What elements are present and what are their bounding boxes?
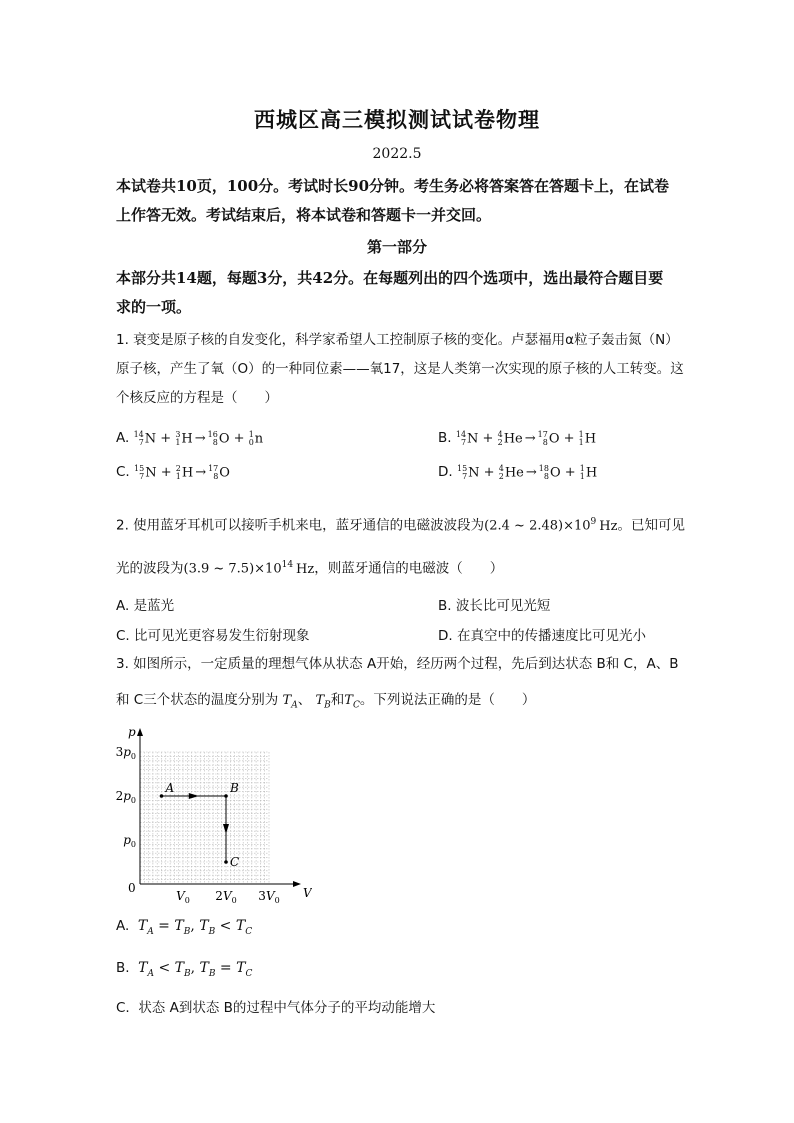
q1-option-a[interactable]: A. 14 7 N + 3 1 H → 16 8 O + 1 0 n [116,429,264,447]
q1-option-c[interactable]: C. 15 7 N + 2 1 H → 17 8 O [116,463,230,481]
question-text: 。下列说法正确的是（ ） [359,692,536,708]
atomic-number: 1 [175,437,181,447]
intro-line: 求的一项。 [116,298,192,316]
x-axis-label: V [303,886,312,900]
question-text: 。已知可见 [617,517,685,534]
mass-number: 16 [207,429,218,439]
symbol: T [282,693,292,708]
mass-number: 17 [537,429,548,439]
atomic-number: 7 [138,437,144,447]
mass-number: 4 [498,463,504,473]
q2-option-d[interactable]: D. 在真空中的传播速度比可见光小 [438,628,646,644]
state-label-b: B [230,781,239,795]
temperature-b [315,693,331,711]
frequency-range: (3.9 ~ 7.5)×10 [183,561,282,577]
origin-label: 0 [128,881,136,895]
element-symbol: N [145,465,157,480]
question-3-line-2: 和 C三个状态的温度分别为 $T_A$、 $T_B$和$T_C$。下列说法正确的是（ ） [116,692,536,711]
option-label: A. [116,918,130,934]
atomic-number: 7 [462,471,468,481]
element-symbol: H [585,465,598,480]
element-symbol: He [504,465,524,480]
q1-option-d[interactable]: D. 15 7 N + 4 2 He → 18 8 O + 1 1 H [438,463,598,481]
option-label: C. [116,464,130,480]
temperature-c [344,693,360,711]
nuclide [580,465,597,481]
process-arrow [223,824,229,834]
x-tick-label: $V_0$ [176,889,190,904]
subscript: A [291,700,298,711]
q1-option-b[interactable]: B. 14 7 N + 4 2 He → 17 8 O + 1 1 H [438,429,597,447]
element-symbol: n [254,431,264,446]
atomic-number: 8 [212,437,218,447]
option-math: $T_A = T_B$, $T_B < T_C$ [137,918,253,937]
element-symbol: O [218,431,230,446]
atomic-number: 1 [578,437,584,447]
mass-number: 1 [578,429,584,439]
question-line: 个核反应的方程是（ ） [116,390,278,406]
unit: Hz [599,518,618,534]
option-label: C. [116,1000,130,1016]
instruction-line: 上作答无效。考试结束后，将本试卷和答题卡一并交回。 [116,206,492,224]
section-title: 第一部分 [366,238,427,256]
nuclide [208,465,230,481]
question-line: 原子核，产生了氧（O）的一种同位素——氧17，这是人类第一次实现的原子核的人工转变。这 [116,361,684,377]
symbol: T [344,693,353,708]
x-tick-label: $3V_0$ [258,889,280,904]
page-title: 西城区高三模拟测试试卷物理 [254,107,540,132]
pv-diagram [112,722,312,904]
mass-number: 14 [133,429,144,439]
question-2-line-1 [116,508,701,541]
atomic-number: 0 [248,437,254,447]
q2-option-b[interactable]: B. 波长比可见光短 [438,598,551,614]
question-1 [116,326,701,413]
mass-number: 1 [248,429,254,439]
mass-number: 15 [456,463,468,473]
state-label-c: C [230,855,240,869]
option-math: $T_A < T_B$, $T_B = T_C$ [138,960,253,979]
symbol: T [315,693,325,708]
state-point-b [224,794,228,798]
frequency-range: (2.4 ~ 2.48)×10 [484,518,591,534]
subscript: C [352,700,360,711]
element-symbol: H [181,465,194,480]
atomic-number: 2 [498,471,504,481]
x-axis-arrow [293,881,301,887]
element-symbol: N [467,431,479,446]
question-text: 2. 使用蓝牙耳机可以接听手机来电，蓝牙通信的电磁波波段为 [116,517,485,534]
mass-number: 2 [175,463,181,473]
nuclide [208,431,230,447]
atomic-number: 7 [460,437,467,447]
y-tick-label: $3p_0$ [115,745,136,761]
mass-number: 3 [175,429,181,439]
option-text: 状态 A到状态 B的过程中气体分子的平均动能增大 [138,1000,436,1016]
section-intro [116,264,701,322]
element-symbol: H [181,431,193,446]
element-symbol: He [503,431,523,446]
mass-number: 1 [579,463,585,473]
atomic-number: 8 [543,471,549,481]
nuclide [134,431,157,447]
nuclide [579,431,596,447]
mass-number: 17 [208,463,219,473]
mass-number: 15 [134,463,145,473]
intro-line: 本部分共14题，每题3分，共42分。在每题列出的四个选项中，选出最符合题目要 [116,269,664,287]
exponent: 9 [590,517,597,527]
nuclide [134,465,157,481]
y-axis-label: p [128,725,136,739]
temperature-a [282,693,298,711]
nuclide [249,431,263,447]
state-point-c [224,860,228,864]
q3-option-b[interactable] [116,960,252,979]
option-label: D. [438,464,453,480]
unit: Hz [296,561,315,577]
q2-option-c[interactable]: C. 比可见光更容易发生衍射现象 [116,628,310,644]
q3-option-c[interactable] [116,996,435,1016]
option-label: A. [116,430,130,446]
nuclide [539,465,561,481]
question-text: 和 C三个状态的温度分别为 [116,692,279,708]
mass-number: 18 [538,463,549,473]
q2-option-a[interactable]: A. 是蓝光 [116,598,175,614]
question-3-line-1: 3. 如图所示，一定质量的理想气体从状态 A开始，经历两个过程，先后到达状态 B和 C，A、B [116,656,679,672]
element-symbol: H [584,431,597,446]
option-label: B. [116,960,130,976]
x-tick-label: $2V_0$ [215,889,237,904]
state-point-a [160,794,164,798]
state-label-a: A [165,781,175,795]
y-tick-label: $2p_0$ [115,789,136,805]
atomic-number: 1 [175,471,181,481]
element-symbol: N [468,465,480,480]
atomic-number: 1 [579,471,585,481]
nuclide [175,431,192,447]
y-axis-arrow [137,728,143,736]
element-symbol: N [144,431,157,446]
option-label: B. [438,430,452,446]
question-text: ，则蓝牙通信的电磁波（ ） [314,560,504,577]
mass-number: 4 [497,429,503,439]
question-line: 1. 衰变是原子核的自发变化，科学家希望人工控制原子核的变化。卢瑟福用α粒子轰击氮（N） [116,332,679,348]
instruction-line: 本试卷共10页，100分。考试时长90分钟。考生务必将答案答在答题卡上，在试卷 [116,177,670,195]
nuclide [456,431,479,447]
question-2-line-2 [116,551,701,584]
process-arrow [189,793,199,799]
subscript: B [324,700,331,711]
exponent: 14 [281,560,294,570]
nuclide [457,465,480,481]
q3-option-a[interactable] [116,918,252,937]
element-symbol: O [219,465,230,480]
element-symbol: O [548,431,560,446]
nuclide [176,465,193,481]
atomic-number: 8 [542,437,548,447]
y-tick-label: $p_0$ [123,833,136,849]
nuclide [499,465,524,481]
mass-number: 14 [455,429,467,439]
atomic-number: 8 [213,471,219,481]
atomic-number: 7 [139,471,145,481]
instructions [116,172,701,230]
atomic-number: 2 [497,437,503,447]
element-symbol: O [549,465,561,480]
exam-date: 2022.5 [372,146,422,162]
nuclide [538,431,560,447]
question-text: 光的波段为 [116,560,184,577]
nuclide [498,431,523,447]
